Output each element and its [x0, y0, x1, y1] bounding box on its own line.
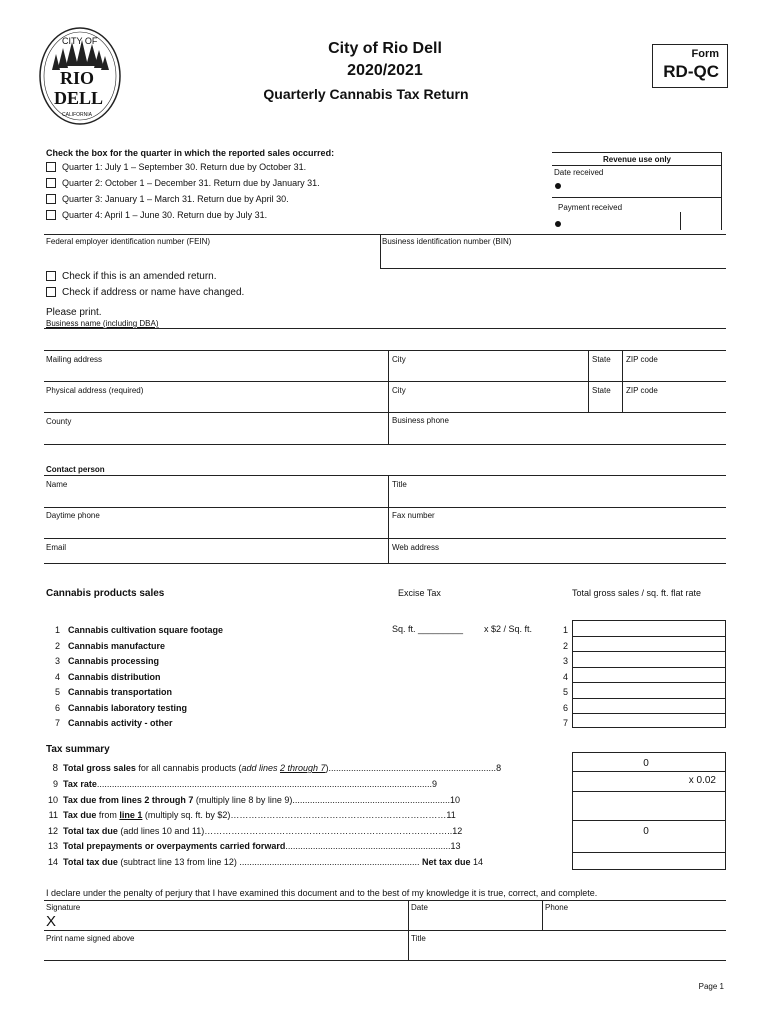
logo-top-text: CITY OF	[62, 36, 98, 46]
phone-label: Phone	[545, 903, 569, 912]
line-12-number: 12	[47, 826, 58, 836]
form-id: RD-QC	[663, 62, 719, 81]
sales-line-label: Cannabis transportation	[68, 687, 173, 697]
signature-x[interactable]: X	[46, 913, 57, 930]
mailing-address-label: Mailing address	[46, 355, 103, 364]
sales-line-ref: 4	[562, 672, 568, 682]
quarter-3-label: Quarter 3: January 1 – March 31. Return due by April 30.	[62, 194, 289, 204]
sales-line-number: 3	[54, 656, 60, 666]
date-received-label: Date received	[554, 168, 604, 177]
quarter-1-label: Quarter 1: July 1 – September 30. Return due by October 31.	[62, 162, 307, 172]
amended-checkbox[interactable]	[46, 271, 56, 281]
address-changed-checkbox[interactable]	[46, 287, 56, 297]
physical-state-label: State	[592, 386, 611, 395]
sales-line-ref: 6	[562, 703, 568, 713]
line-8-dots: )...................................................................	[325, 763, 497, 773]
line-9-value[interactable]: x 0.02	[688, 775, 716, 786]
line-12-ref: 12	[452, 826, 463, 836]
sales-line-ref: 7	[562, 718, 568, 728]
line-11-bold: Tax due	[63, 810, 97, 820]
quarter-4-label: Quarter 4: April 1 – June 30. Return due by July 31.	[62, 210, 268, 220]
sales-line-ref: 1	[562, 625, 568, 635]
sales-line-number: 6	[54, 703, 60, 713]
line-8-ref: 8	[496, 763, 502, 773]
line-8	[46, 763, 501, 774]
print-name-label: Print name signed above	[46, 934, 135, 943]
bin-label: Business identification number (BIN)	[382, 237, 512, 246]
mailing-zip-label: ZIP code	[626, 355, 658, 364]
county-label: County	[46, 417, 72, 426]
date-received-dot	[555, 183, 561, 189]
line-10-ref: 10	[449, 795, 460, 805]
line-12	[46, 826, 462, 836]
contact-name-label: Name	[46, 480, 68, 489]
line-14-net-label: Net tax due	[421, 857, 471, 867]
contact-heading: Contact person	[46, 465, 105, 474]
sales-amount-cell-divider	[572, 698, 726, 699]
sales-line-ref: 3	[562, 656, 568, 666]
line-9-dots: ......................................................................................................................................	[96, 779, 432, 789]
sales-line-ref: 5	[562, 687, 568, 697]
line-13-ref: 13	[450, 841, 461, 851]
fax-number-label: Fax number	[392, 511, 435, 520]
sqft-field[interactable]: Sq. ft. _________	[392, 624, 464, 634]
quarter-1-checkbox[interactable]	[46, 162, 56, 172]
rate-label: x $2 / Sq. ft.	[484, 624, 533, 634]
sales-amount-cell-divider	[572, 713, 726, 714]
line-12-value[interactable]: 0	[643, 826, 649, 837]
line-10-number: 10	[47, 795, 58, 805]
form-id-box	[652, 44, 728, 88]
sales-line-label: Cannabis cultivation square footage	[68, 625, 224, 635]
line-13-number: 13	[47, 841, 58, 851]
line-8-bold: Total gross sales	[63, 763, 136, 773]
sales-line-label: Cannabis laboratory testing	[68, 703, 188, 713]
line-13-bold: Total prepayments or overpayments carried forward	[63, 841, 286, 851]
date-label: Date	[411, 903, 428, 912]
line-10-bold: Tax due from lines 2 through 7	[63, 795, 194, 805]
line-13	[46, 841, 460, 851]
line-8-text: for all cannabis products (	[135, 763, 242, 773]
line-14-ref: 14	[473, 857, 484, 867]
sales-line-label: Cannabis distribution	[68, 672, 161, 682]
email-label: Email	[46, 543, 67, 552]
tax-year: 2020/2021	[347, 62, 423, 79]
address-changed-label: Check if address or name have changed.	[62, 287, 245, 298]
payment-received-label: Payment received	[558, 203, 623, 212]
sales-line-ref: 2	[562, 641, 568, 651]
amended-label: Check if this is an amended return.	[62, 271, 217, 282]
line-11-mid: from	[96, 810, 120, 820]
line-10-text: (multiply line 8 by line 9)...............................................................	[193, 795, 450, 805]
physical-city-label: City	[392, 386, 406, 395]
line-8-italic: add lines	[241, 763, 280, 773]
sales-line-number: 1	[54, 625, 60, 635]
excise-tax-heading: Excise Tax	[398, 588, 441, 598]
form-label: Form	[691, 48, 719, 60]
contact-title-label: Title	[392, 480, 407, 489]
page-number: Page 1	[698, 982, 724, 991]
line-13-dots: ..................................................................	[285, 841, 451, 851]
gross-sales-heading: Total gross sales / sq. ft. flat rate	[572, 588, 702, 598]
quarter-2-label: Quarter 2: October 1 – December 31. Return due by January 31.	[62, 178, 320, 188]
quarter-instruction: Check the box for the quarter in which the reported sales occurred:	[46, 148, 335, 158]
sales-line-number: 5	[54, 687, 60, 697]
line-8-number: 8	[52, 763, 58, 774]
line-9-number: 9	[52, 779, 58, 789]
line-14-bold: Total tax due	[63, 857, 118, 867]
line-14	[46, 857, 483, 867]
line-11-ref: 11	[446, 810, 456, 820]
line-11-number: 11	[48, 810, 58, 820]
payment-received-dot	[555, 221, 561, 227]
please-print: Please print.	[46, 307, 102, 318]
sales-amount-cell-divider	[572, 682, 726, 683]
quarter-2-checkbox[interactable]	[46, 178, 56, 188]
physical-zip-label: ZIP code	[626, 386, 658, 395]
line-9	[46, 779, 437, 789]
signature-label: Signature	[46, 903, 81, 912]
sales-line-label: Cannabis processing	[68, 656, 160, 666]
signer-title-label: Title	[411, 934, 426, 943]
sales-amount-cell-divider	[572, 667, 726, 668]
web-address-label: Web address	[392, 543, 439, 552]
declaration-text: I declare under the penalty of perjury that I have examined this document and to the best of my knowledge it is true, correct, and complete.	[46, 888, 598, 898]
line-12-text: (add lines 10 and 11)………………………………………………………………………..	[117, 826, 453, 836]
line-11-text: (multiply sq. ft. by $2)………………………………………………………………	[142, 810, 447, 820]
line-9-ref: 9	[431, 779, 437, 789]
quarter-3-checkbox[interactable]	[46, 194, 56, 204]
line-14-text: (subtract line 13 from line 12) ........................................................................	[117, 857, 420, 867]
sales-heading: Cannabis products sales	[46, 588, 165, 599]
logo-bottom-text: CALIFORNIA	[62, 112, 93, 118]
fein-label: Federal employer identification number (FEIN)	[46, 237, 211, 246]
line-8-italic-u: 2 through 7	[279, 763, 326, 773]
sales-line-number: 2	[54, 641, 60, 651]
quarter-4-checkbox[interactable]	[46, 210, 56, 220]
sales-line-label: Cannabis activity - other	[68, 718, 173, 728]
mailing-city-label: City	[392, 355, 406, 364]
sales-line-number: 7	[54, 718, 60, 728]
line-11	[46, 810, 456, 820]
revenue-title: Revenue use only	[602, 155, 672, 164]
line-8-value[interactable]: 0	[643, 758, 649, 769]
business-name-label: Business name (including DBA)	[46, 319, 159, 328]
daytime-phone-label: Daytime phone	[46, 511, 100, 520]
business-phone-label: Business phone	[392, 416, 449, 425]
sales-amount-cell-divider	[572, 651, 726, 652]
line-11-u: line 1	[119, 810, 143, 820]
page-title: City of Rio Dell	[328, 40, 442, 57]
logo-line1: RIO	[60, 68, 95, 88]
physical-address-label: Physical address (required)	[46, 386, 144, 395]
sales-line-number: 4	[54, 672, 60, 682]
tax-summary-heading: Tax summary	[46, 744, 110, 755]
line-9-bold: Tax rate	[63, 779, 97, 789]
form-subtitle: Quarterly Cannabis Tax Return	[263, 86, 469, 102]
line-12-bold: Total tax due	[63, 826, 118, 836]
mailing-state-label: State	[592, 355, 611, 364]
sales-amount-cell-divider	[572, 636, 726, 637]
line-14-number: 14	[47, 857, 58, 867]
line-10	[46, 795, 460, 805]
logo-line2: DELL	[54, 88, 104, 108]
sales-line-label: Cannabis manufacture	[68, 641, 166, 651]
